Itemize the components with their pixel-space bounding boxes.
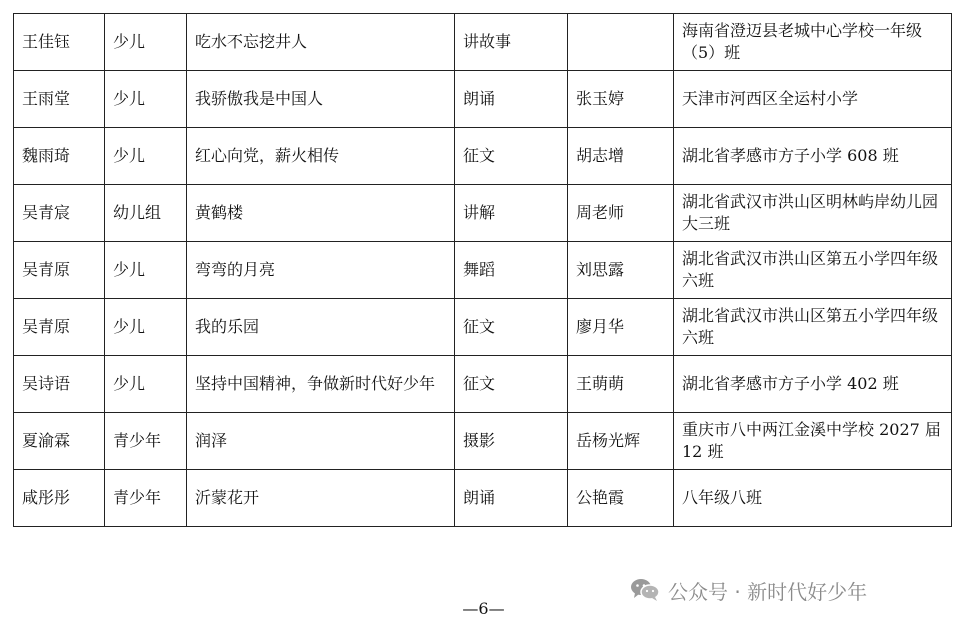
participant-name-cell: 吴青原	[14, 299, 105, 356]
work-title-cell: 润泽	[187, 413, 455, 470]
table-row	[14, 413, 952, 470]
age-group-cell: 少儿	[105, 128, 187, 185]
work-title-cell: 沂蒙花开	[187, 470, 455, 527]
work-title-cell: 黄鹤楼	[187, 185, 455, 242]
teacher-cell: 周老师	[568, 185, 674, 242]
teacher-cell: 刘思露	[568, 242, 674, 299]
participant-name-cell: 魏雨琦	[14, 128, 105, 185]
age-group-cell: 青少年	[105, 413, 187, 470]
work-title-cell: 坚持中国精神，争做新时代好少年	[187, 356, 455, 413]
table-row	[14, 71, 952, 128]
category-cell: 征文	[455, 356, 568, 413]
table-row	[14, 14, 952, 71]
participant-name-cell: 咸彤彤	[14, 470, 105, 527]
table-row	[14, 128, 952, 185]
school-cell: 八年级八班	[674, 470, 952, 527]
participant-name-cell: 王雨堂	[14, 71, 105, 128]
category-cell: 征文	[455, 128, 568, 185]
category-cell: 朗诵	[455, 71, 568, 128]
page-number: —6—	[462, 599, 505, 618]
table-row	[14, 356, 952, 413]
teacher-cell	[568, 14, 674, 71]
age-group-cell: 青少年	[105, 470, 187, 527]
teacher-cell: 廖月华	[568, 299, 674, 356]
table-row	[14, 299, 952, 356]
category-cell: 讲解	[455, 185, 568, 242]
school-cell: 湖北省武汉市洪山区第五小学四年级六班	[674, 242, 952, 299]
age-group-cell: 少儿	[105, 299, 187, 356]
teacher-cell: 王萌萌	[568, 356, 674, 413]
work-title-cell: 弯弯的月亮	[187, 242, 455, 299]
school-cell: 湖北省武汉市洪山区明林屿岸幼儿园大三班	[674, 185, 952, 242]
category-cell: 征文	[455, 299, 568, 356]
teacher-cell: 公艳霞	[568, 470, 674, 527]
category-cell: 摄影	[455, 413, 568, 470]
age-group-cell: 幼儿组	[105, 185, 187, 242]
school-cell: 湖北省孝感市方子小学 402 班	[674, 356, 952, 413]
age-group-cell: 少儿	[105, 356, 187, 413]
awards-table-body	[14, 14, 952, 527]
work-title-cell: 我骄傲我是中国人	[187, 71, 455, 128]
table-row	[14, 242, 952, 299]
school-cell: 海南省澄迈县老城中心学校一年级（5）班	[674, 14, 952, 71]
participant-name-cell: 吴青宸	[14, 185, 105, 242]
school-cell: 湖北省孝感市方子小学 608 班	[674, 128, 952, 185]
awards-table	[13, 13, 952, 527]
category-cell: 朗诵	[455, 470, 568, 527]
participant-name-cell: 夏渝霖	[14, 413, 105, 470]
participant-name-cell: 吴诗语	[14, 356, 105, 413]
participant-name-cell: 王佳钰	[14, 14, 105, 71]
work-title-cell: 吃水不忘挖井人	[187, 14, 455, 71]
teacher-cell: 胡志增	[568, 128, 674, 185]
category-cell: 讲故事	[455, 14, 568, 71]
school-cell: 重庆市八中两江金溪中学校 2027 届 12 班	[674, 413, 952, 470]
table-row	[14, 470, 952, 527]
work-title-cell: 红心向党，薪火相传	[187, 128, 455, 185]
participant-name-cell: 吴青原	[14, 242, 105, 299]
category-cell: 舞蹈	[455, 242, 568, 299]
age-group-cell: 少儿	[105, 242, 187, 299]
work-title-cell: 我的乐园	[187, 299, 455, 356]
age-group-cell: 少儿	[105, 71, 187, 128]
age-group-cell: 少儿	[105, 14, 187, 71]
teacher-cell: 岳杨光辉	[568, 413, 674, 470]
table-row	[14, 185, 952, 242]
teacher-cell: 张玉婷	[568, 71, 674, 128]
school-cell: 天津市河西区全运村小学	[674, 71, 952, 128]
school-cell: 湖北省武汉市洪山区第五小学四年级六班	[674, 299, 952, 356]
watermark-text: 公众号 · 新时代好少年	[668, 579, 868, 604]
